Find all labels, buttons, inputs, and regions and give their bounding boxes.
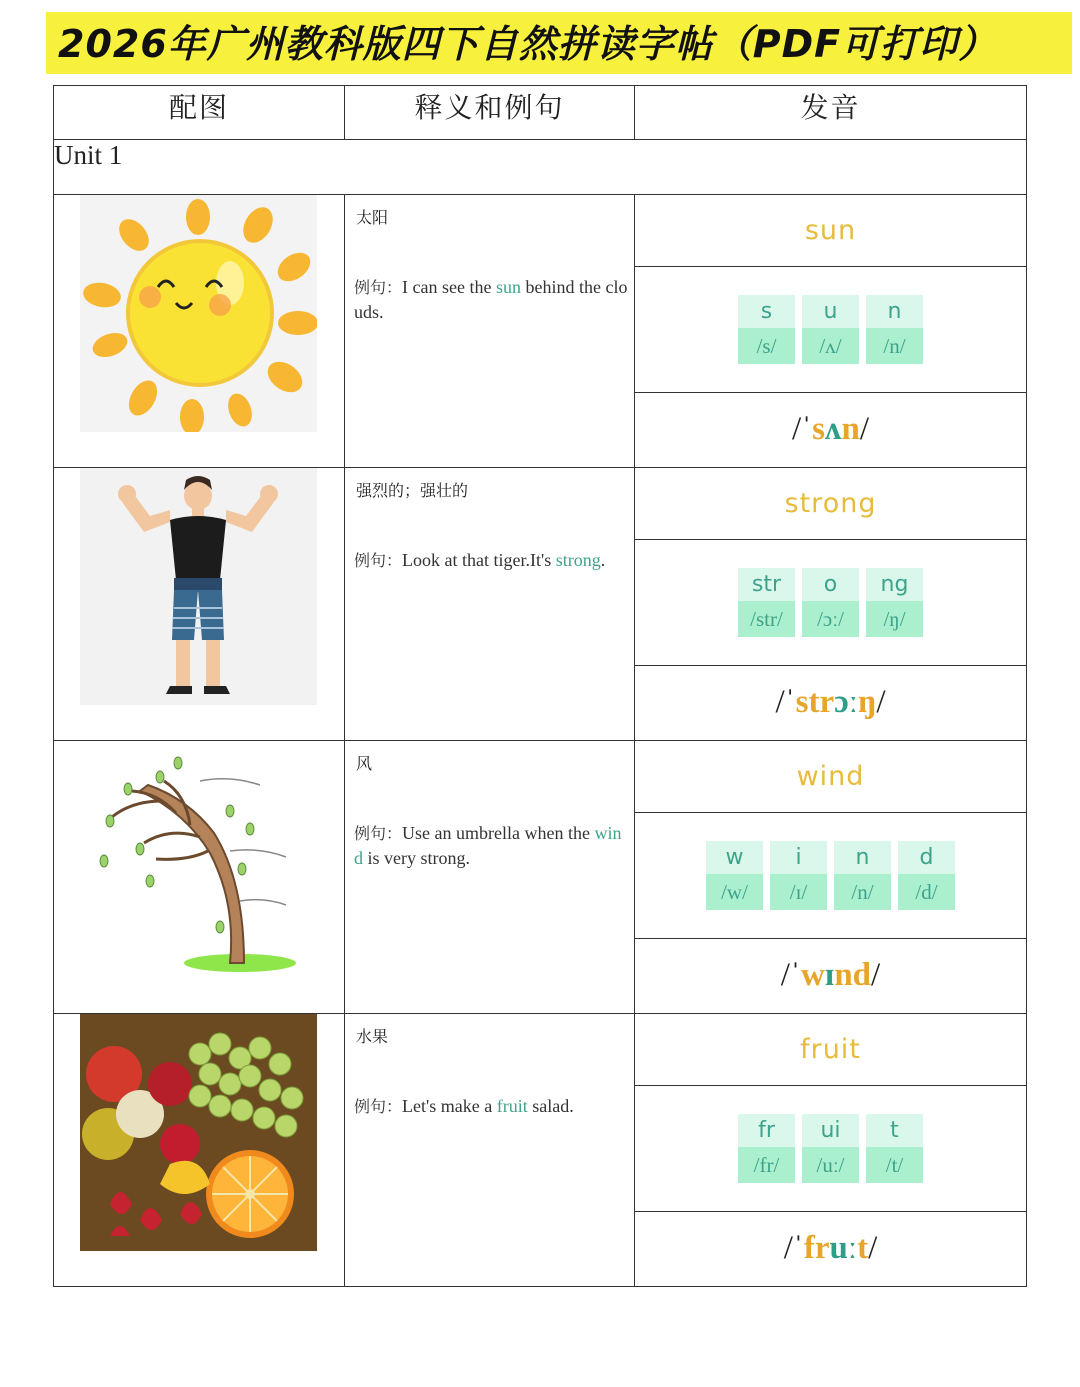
phonics-tile — [706, 841, 763, 910]
meaning-text: 太阳 — [356, 208, 389, 227]
word-display: fruit — [635, 1014, 1026, 1086]
tile-letters: s — [738, 295, 795, 328]
ipa-part-b: uː — [829, 1229, 858, 1266]
ipa-part-a: fr — [803, 1229, 830, 1266]
tile-letters: ng — [866, 568, 923, 601]
tile-letters: n — [866, 295, 923, 328]
ipa-part-c: ŋ — [857, 683, 877, 720]
meaning-text: 水果 — [356, 1027, 389, 1046]
ipa-part-a: w — [800, 956, 825, 993]
ipa-part-a: s — [812, 410, 825, 447]
example-label: 例句： — [354, 1097, 403, 1116]
sun-image — [80, 195, 317, 432]
tile-sound: /ɪ/ — [770, 874, 827, 910]
picture-cell — [54, 195, 345, 468]
example-keyword: sun — [495, 277, 521, 297]
tile-sound: /uː/ — [802, 1147, 859, 1183]
tile-sound: /t/ — [866, 1147, 923, 1183]
example-sentence — [354, 1094, 628, 1119]
tile-sound: /s/ — [738, 328, 795, 364]
example-sentence — [354, 821, 628, 870]
ipa-part-c: nd — [834, 956, 872, 993]
ipa-part-b: ɪ — [824, 956, 835, 993]
word-display: sun — [635, 195, 1026, 267]
meaning-cell — [345, 741, 635, 1014]
ipa-open: /ˈ — [780, 956, 801, 993]
pronunciation-cell — [635, 195, 1027, 468]
picture-cell — [54, 1014, 345, 1287]
tile-sound: /ɔː/ — [802, 601, 859, 637]
ipa-part-b: ʌ — [824, 410, 842, 447]
tile-sound: /d/ — [898, 874, 955, 910]
tile-letters: ui — [802, 1114, 859, 1147]
phonics-tile — [898, 841, 955, 910]
unit-label: Unit 1 — [54, 140, 1027, 195]
strong-man-image — [80, 468, 317, 705]
pronunciation-cell — [635, 468, 1027, 741]
example-sentence — [354, 275, 628, 324]
word-row — [54, 741, 1027, 1014]
tile-sound: /fr/ — [738, 1147, 795, 1183]
example-label: 例句： — [354, 824, 403, 843]
meaning-cell — [345, 468, 635, 741]
example-keyword: fruit — [496, 1096, 528, 1116]
tile-letters: d — [898, 841, 955, 874]
ipa-transcription — [635, 666, 1026, 738]
ipa-open: /ˈ — [791, 410, 813, 447]
tile-letters: i — [770, 841, 827, 874]
example-label: 例句： — [354, 278, 403, 297]
phonics-tile — [802, 295, 859, 364]
word-row — [54, 1014, 1027, 1287]
example-label: 例句： — [354, 551, 403, 570]
ipa-close: / — [876, 683, 886, 720]
phonics-tiles — [635, 540, 1026, 666]
example-after: behind the clouds. — [354, 277, 628, 322]
picture-cell — [54, 741, 345, 1014]
phonics-tile — [738, 295, 795, 364]
tile-sound: /n/ — [866, 328, 923, 364]
tile-letters: u — [802, 295, 859, 328]
phonics-tile — [866, 295, 923, 364]
page-title: 2026年广州教科版四下自然拼读字帖（PDF可打印） — [58, 22, 998, 66]
phonics-table — [53, 85, 1027, 1287]
phonics-tile — [738, 1114, 795, 1183]
ipa-part-b: ɔː — [834, 683, 858, 720]
example-keyword: strong — [555, 550, 601, 570]
tile-letters: w — [706, 841, 763, 874]
header-picture: 配图 — [54, 86, 345, 140]
pronunciation-cell — [635, 1014, 1027, 1287]
example-keyword: wind — [354, 823, 622, 868]
ipa-transcription — [635, 393, 1026, 465]
unit-row — [54, 140, 1027, 195]
tile-letters: o — [802, 568, 859, 601]
picture-cell — [54, 468, 345, 741]
example-after: is very strong. — [363, 848, 470, 868]
tile-letters: fr — [738, 1114, 795, 1147]
ipa-transcription — [635, 1212, 1026, 1284]
word-display: strong — [635, 468, 1026, 540]
phonics-tile — [738, 568, 795, 637]
tile-letters: str — [738, 568, 795, 601]
ipa-part-c: n — [841, 410, 860, 447]
ipa-open: /ˈ — [775, 683, 796, 720]
phonics-tiles — [635, 1086, 1026, 1212]
ipa-part-c: t — [857, 1229, 869, 1266]
tile-sound: /ʌ/ — [802, 328, 859, 364]
ipa-transcription — [635, 939, 1026, 1011]
meaning-text: 风 — [356, 754, 373, 773]
example-before: I can see the — [402, 277, 496, 297]
word-row — [54, 468, 1027, 741]
ipa-close: / — [868, 1229, 878, 1266]
tile-letters: t — [866, 1114, 923, 1147]
phonics-tile — [802, 1114, 859, 1183]
phonics-tile — [866, 568, 923, 637]
pronunciation-cell — [635, 741, 1027, 1014]
meaning-cell — [345, 1014, 635, 1287]
ipa-open: /ˈ — [783, 1229, 804, 1266]
phonics-tiles — [635, 267, 1026, 393]
header-row — [54, 86, 1027, 140]
phonics-tile — [802, 568, 859, 637]
phonics-tiles — [635, 813, 1026, 939]
tile-letters: n — [834, 841, 891, 874]
tile-sound: /n/ — [834, 874, 891, 910]
example-before: Look at that tiger.It's — [402, 550, 556, 570]
example-sentence — [354, 548, 628, 573]
phonics-tile — [866, 1114, 923, 1183]
header-pronunciation: 发音 — [635, 86, 1027, 140]
header-meaning: 释义和例句 — [345, 86, 635, 140]
windy-tree-image — [80, 741, 317, 978]
phonics-tile — [770, 841, 827, 910]
phonics-tile — [834, 841, 891, 910]
example-before: Use an umbrella when the — [402, 823, 595, 843]
example-after: salad. — [527, 1096, 574, 1116]
tile-sound: /ŋ/ — [866, 601, 923, 637]
ipa-close: / — [859, 410, 870, 447]
example-before: Let's make a — [402, 1096, 497, 1116]
fruit-image — [80, 1014, 317, 1251]
ipa-close: / — [871, 956, 881, 993]
meaning-cell — [345, 195, 635, 468]
example-after: . — [600, 550, 606, 570]
word-display: wind — [635, 741, 1026, 813]
ipa-part-a: str — [795, 683, 835, 720]
tile-sound: /w/ — [706, 874, 763, 910]
meaning-text: 强烈的；强壮的 — [356, 481, 469, 500]
tile-sound: /str/ — [738, 601, 795, 637]
word-row — [54, 195, 1027, 468]
